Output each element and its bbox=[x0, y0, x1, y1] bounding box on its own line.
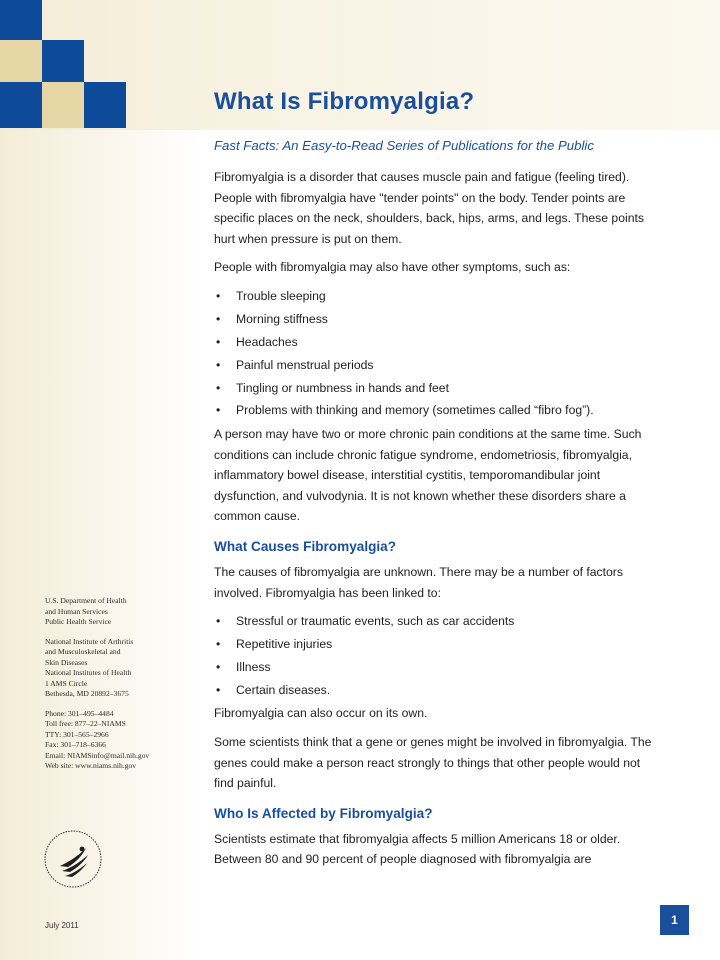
list-item: • Problems with thinking and memory (sometimes called “fibro fog”). bbox=[214, 400, 654, 421]
institute-block bbox=[45, 637, 195, 700]
causes-list bbox=[214, 611, 654, 700]
agency-info bbox=[45, 596, 195, 781]
email-line: Email: NIAMSinfo@mail.nih.gov bbox=[45, 750, 150, 760]
contact-block bbox=[45, 709, 195, 772]
decor-block bbox=[42, 40, 84, 82]
institute-line: Skin Diseases bbox=[45, 657, 88, 667]
institute-line: Bethesda, MD 20892–3675 bbox=[45, 689, 129, 698]
intro-paragraph: Fibromyalgia is a disorder that causes muscle pain and fatigue (feeling tired). People with fibromyalgia have "tender points" on the body. Tender points are specific places on the neck, shoulders, back, hips, arms, and legs. These points hurt when pressure is put on them. bbox=[214, 170, 644, 246]
decor-block bbox=[42, 82, 84, 128]
website-line: Web site: www.niams.nih.gov bbox=[45, 761, 137, 770]
decor-block bbox=[0, 82, 42, 128]
page-number: 1 bbox=[660, 905, 689, 935]
list-item: • Painful menstrual periods bbox=[214, 355, 654, 376]
hhs-eagle-seal-icon bbox=[42, 828, 104, 890]
list-item: • Repetitive injuries bbox=[214, 634, 654, 655]
department-line: Public Health Service bbox=[45, 617, 112, 626]
tty-line: TTY: 301–565–2966 bbox=[45, 729, 109, 739]
department-line: and Human Services bbox=[45, 606, 108, 616]
list-item: • Headaches bbox=[214, 332, 654, 353]
list-item: • Morning stiffness bbox=[214, 309, 654, 330]
section-heading-affected: Who Is Affected by Fibromyalgia? bbox=[214, 805, 433, 821]
main-content bbox=[214, 167, 654, 870]
causes-own-paragraph: Fibromyalgia can also occur on its own. bbox=[214, 706, 428, 721]
fax-line: Fax: 301–718–6366 bbox=[45, 740, 106, 749]
list-item: • Stressful or traumatic events, such as car accidents bbox=[214, 611, 654, 632]
institute-line: 1 AMS Circle bbox=[45, 678, 88, 688]
decor-block bbox=[0, 40, 42, 82]
causes-intro: The causes of fibromyalgia are unknown. There may be a number of factors involved. Fibromyalgia has been linked to: bbox=[214, 564, 623, 600]
list-item: • Certain diseases. bbox=[214, 680, 654, 701]
page-title: What Is Fibromyalgia? bbox=[214, 88, 475, 115]
institute-line: National Institutes of Health bbox=[45, 668, 132, 677]
institute-line: National Institute of Arthritis bbox=[45, 636, 134, 646]
section-heading-causes: What Causes Fibromyalgia? bbox=[214, 538, 397, 554]
phone-line: Phone: 301–495–4484 bbox=[45, 708, 114, 718]
affected-line: Scientists estimate that fibromyalgia affects 5 million Americans 18 or older. bbox=[214, 831, 621, 846]
list-item: • Tingling or numbness in hands and feet bbox=[214, 378, 654, 399]
genes-paragraph: Some scientists think that a gene or genes might be involved in fibromyalgia. The genes could make a person react strongly to things that other people would not find painful. bbox=[214, 735, 652, 791]
department-line: U.S. Department of Health bbox=[45, 596, 127, 605]
page-subtitle: Fast Facts: An Easy-to-Read Series of Publications for the Public bbox=[214, 138, 594, 153]
decor-block bbox=[84, 82, 126, 128]
tollfree-line: Toll free: 877–22–NIAMS bbox=[45, 719, 126, 728]
list-item: • Illness bbox=[214, 657, 654, 678]
symptoms-intro: People with fibromyalgia may also have other symptoms, such as: bbox=[214, 260, 571, 275]
symptoms-list bbox=[214, 286, 654, 421]
chronic-pain-paragraph: A person may have two or more chronic pain conditions at the same time. Such conditions can include chronic fatigue syndrome, endometriosis, fibromyalgia, inflammatory bowel disease, interstitial cystitis, temporomandibular joint dysfunction, and vulvodynia. It is not known whether these disorders share a common cause. bbox=[214, 427, 642, 524]
department-block bbox=[45, 596, 195, 628]
list-item: • Trouble sleeping bbox=[214, 286, 654, 307]
institute-line: and Musculoskeletal and bbox=[45, 647, 121, 656]
decor-block bbox=[0, 0, 42, 40]
publication-date: July 2011 bbox=[45, 921, 79, 930]
affected-line: Between 80 and 90 percent of people diagnosed with fibromyalgia are bbox=[214, 852, 592, 867]
